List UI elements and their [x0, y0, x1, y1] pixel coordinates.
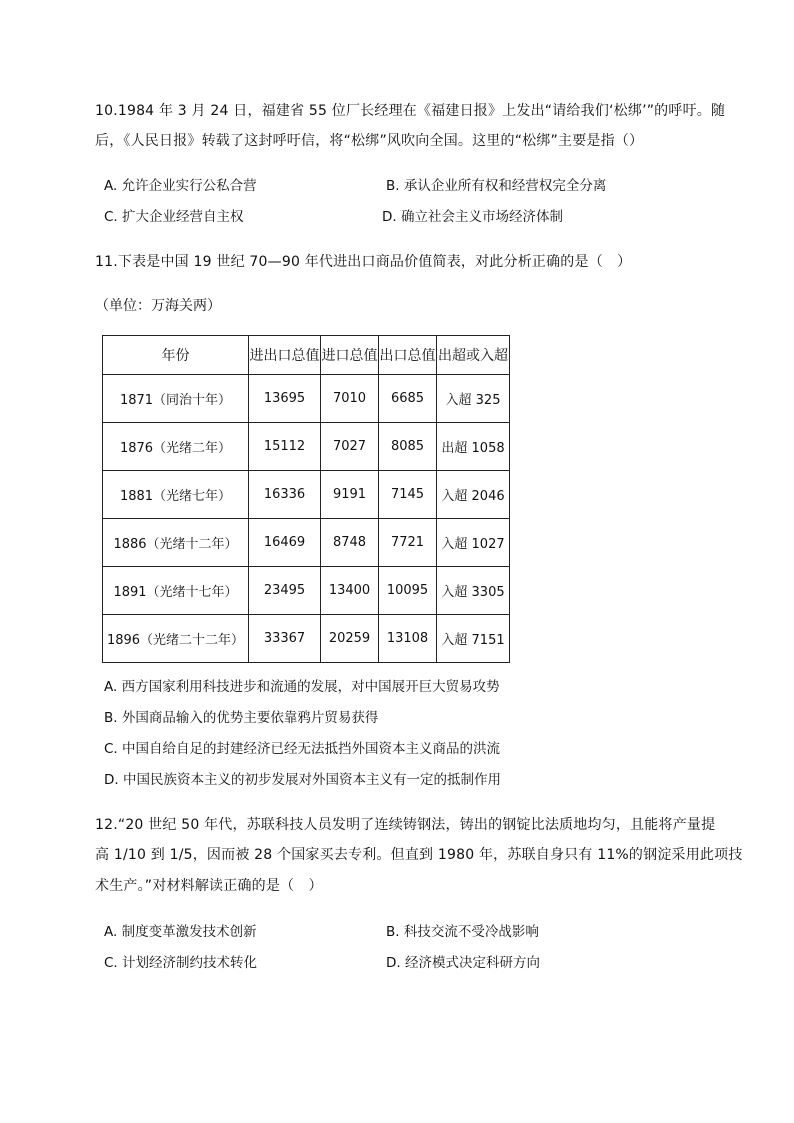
table-row — [103, 615, 510, 663]
q12-stem-line-2: 高 1/10 到 1/5，因而被 28 个国家买去专利。但直到 1980 年，苏联自身只有 11%的钢淀采用此项技 — [95, 847, 743, 863]
q10-stem-line-2: 后，《人民日报》转载了这封呼吁信，将“松绑”风吹向全国。这里的“松绑”主要是指（） — [95, 133, 644, 149]
q12-stem-line-3: 术生产。”对材料解读正确的是（ ） — [95, 878, 323, 894]
table-cell-balance: 入超 3305 — [437, 567, 510, 615]
q11-option-a: A. 西方国家利用科技进步和流通的发展，对中国展开巨大贸易攻势 — [104, 679, 500, 695]
table-cell-balance: 入超 2046 — [437, 471, 510, 519]
q11-option-b: B. 外国商品输入的优势主要依靠鸦片贸易获得 — [104, 710, 379, 726]
table-cell-export: 6685 — [379, 375, 437, 423]
table-cell-total: 13695 — [249, 375, 321, 423]
table-header-balance: 出超或入超 — [437, 336, 510, 375]
q11-stem: 11.下表是中国 19 世纪 70—90 年代进出口商品价值简表，对此分析正确的是（ ） — [95, 254, 632, 270]
table-cell-balance: 入超 325 — [437, 375, 510, 423]
table-cell-export: 13108 — [379, 615, 437, 663]
table-cell-import: 20259 — [321, 615, 379, 663]
table-cell-export: 7145 — [379, 471, 437, 519]
table-cell-balance: 入超 1027 — [437, 519, 510, 567]
table-cell-year: 1876（光绪二年） — [103, 423, 249, 471]
table-cell-import: 8748 — [321, 519, 379, 567]
table-row — [103, 423, 510, 471]
table-header-export: 出口总值 — [379, 336, 437, 375]
table-cell-year: 1891（光绪十七年） — [103, 567, 249, 615]
trade-value-table — [102, 335, 510, 663]
q12-option-c: C. 计划经济制约技术转化 — [104, 955, 258, 971]
table-row — [103, 567, 510, 615]
q10-option-c: C. 扩大企业经营自主权 — [104, 209, 244, 225]
q10-stem-line-1: 10.1984 年 3 月 24 日，福建省 55 位厂长经理在《福建日报》上发出“请给我们‘松绑’”的呼吁。随 — [95, 103, 726, 119]
table-cell-import: 7027 — [321, 423, 379, 471]
table-row — [103, 375, 510, 423]
table-cell-total: 16469 — [249, 519, 321, 567]
table-row — [103, 471, 510, 519]
table-cell-year: 1881（光绪七年） — [103, 471, 249, 519]
q12-option-b: B. 科技交流不受冷战影响 — [386, 924, 539, 940]
q12-option-d: D. 经济模式决定科研方向 — [386, 955, 540, 971]
table-header-year: 年份 — [103, 336, 249, 375]
table-header-total: 进出口总值 — [249, 336, 321, 375]
table-cell-total: 23495 — [249, 567, 321, 615]
table-cell-total: 33367 — [249, 615, 321, 663]
q11-unit-note: （单位：万海关两） — [95, 298, 221, 314]
table-cell-export: 8085 — [379, 423, 437, 471]
table-cell-total: 16336 — [249, 471, 321, 519]
q12-stem-line-1: 12.“20 世纪 50 年代，苏联科技人员发明了连续铸钢法，铸出的钢锭比法质地均匀，且能将产量提 — [95, 817, 716, 833]
table-cell-export: 10095 — [379, 567, 437, 615]
table-cell-balance: 出超 1058 — [437, 423, 510, 471]
table-cell-total: 15112 — [249, 423, 321, 471]
q10-option-b: B. 承认企业所有权和经营权完全分离 — [386, 178, 607, 194]
table-cell-year: 1886（光绪十二年） — [103, 519, 249, 567]
table-header-import: 进口总值 — [321, 336, 379, 375]
table-cell-year: 1896（光绪二十二年） — [103, 615, 249, 663]
table-cell-year: 1871（同治十年） — [103, 375, 249, 423]
table-header-row — [103, 336, 510, 375]
q11-option-d: D. 中国民族资本主义的初步发展对外国资本主义有一定的抵制作用 — [104, 772, 501, 788]
q11-option-c: C. 中国自给自足的封建经济已经无法抵挡外国资本主义商品的洪流 — [104, 741, 501, 757]
q10-option-a: A. 允许企业实行公私合营 — [104, 178, 257, 194]
q12-option-a: A. 制度变革激发技术创新 — [104, 924, 257, 940]
table-cell-import: 9191 — [321, 471, 379, 519]
table-cell-balance: 入超 7151 — [437, 615, 510, 663]
table-cell-import: 13400 — [321, 567, 379, 615]
table-cell-export: 7721 — [379, 519, 437, 567]
table-cell-import: 7010 — [321, 375, 379, 423]
q10-option-d: D. 确立社会主义市场经济体制 — [382, 209, 563, 225]
table-row — [103, 519, 510, 567]
